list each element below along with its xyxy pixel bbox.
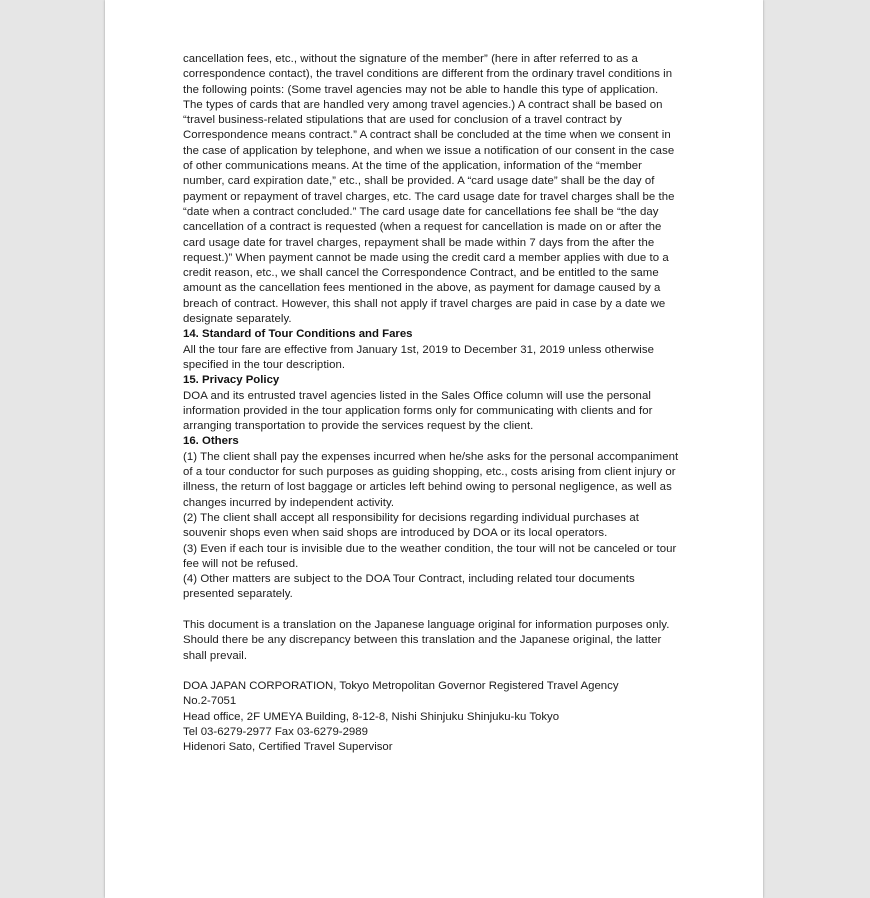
page-content — [183, 52, 680, 756]
paragraph-section-16-1: (1) The client shall pay the expenses incurred when he/she asks for the personal accompaniment of a tour conductor for such purposes as guiding shopping, etc., costs arising from client injury or illness, the return of lost baggage or articles left behind owing to personal negligence, as well as changes incurred by independent activity. — [183, 450, 679, 509]
paragraph-translation-disclaimer: This document is a translation on the Japanese language original for information purposes only. Should there be any discrepancy between this translation and the Japanese original, the latter shall prevail. — [183, 618, 670, 662]
footer-license-number: No.2-7051 — [183, 695, 237, 708]
heading-section-15: 15. Privacy Policy — [183, 374, 280, 387]
footer-spacer — [183, 664, 680, 679]
paragraph-section-13-continued: cancellation fees, etc., without the signature of the member” (here in after referred to as a correspondence contact), the travel conditions are different from the ordinary travel conditions in the following points: (Some travel agencies may not be able to handle this type of application. The types of cards that are handled very among travel agencies.) A contract shall be based on “travel business-related stipulations that are used for conclusion of a travel contract by Correspondence means contract.” A contract shall be concluded at the time when we consent in the case of application by telephone, and when we issue a notification of our consent in the case of other communications means. At the time of the application, information of the “member number, card expiration date,” etc., shall be provided. A “card usage date” shall be the day of payment or repayment of travel charges, etc. The card usage date for travel charges shall be the “date when a contract concluded.” The card usage date for cancellations fee shall be “the day cancellation of a contract is requested (when a request for cancellation is made on or after the card usage date for travel charges, repayment shall be made within 7 days from the after the request.)” When payment cannot be made using the credit card a member applies with due to a credit reason, etc., we shall cancel the Correspondence Contract, and be entitled to the same amount as the cancellation fees mentioned in the above, as payment for damage caused by a breach of contract. However, this shall not apply if travel charges are paid in case by a date we designate separately. — [183, 53, 675, 326]
paragraph-spacer — [183, 603, 680, 618]
heading-section-14: 14. Standard of Tour Conditions and Fares — [183, 328, 413, 341]
paragraph-section-15-1: DOA and its entrusted travel agencies listed in the Sales Office column will use the personal information provided in the tour application forms only for communicating with clients and for arranging transportation to provide the services request by the client. — [183, 389, 653, 433]
document-page — [105, 0, 763, 898]
footer-head-office-address: Head office, 2F UMEYA Building, 8-12-8, Nishi Shinjuku Shinjuku-ku Tokyo — [183, 710, 560, 723]
paragraph-section-14-1: All the tour fare are effective from January 1st, 2019 to December 31, 2019 unless otherwise specified in the tour description. — [183, 343, 655, 371]
footer-company-registration: DOA JAPAN CORPORATION, Tokyo Metropolitan Governor Registered Travel Agency — [183, 680, 619, 693]
heading-section-16: 16. Others — [183, 435, 239, 448]
paragraph-section-16-2: (2) The client shall accept all responsibility for decisions regarding individual purchases at souvenir shops even when said shops are introduced by DOA or its local operators. — [183, 511, 639, 540]
footer-travel-supervisor: Hidenori Sato, Certified Travel Supervisor — [183, 741, 393, 754]
paragraph-section-16-3: (3) Even if each tour is invisible due to the weather condition, the tour will not be canceled or tour fee will not be refused. — [183, 542, 677, 570]
paragraph-section-16-4: (4) Other matters are subject to the DOA Tour Contract, including related tour documents presented separately. — [183, 573, 635, 601]
footer-contact-numbers: Tel 03-6279-2977 Fax 03-6279-2989 — [183, 726, 368, 739]
